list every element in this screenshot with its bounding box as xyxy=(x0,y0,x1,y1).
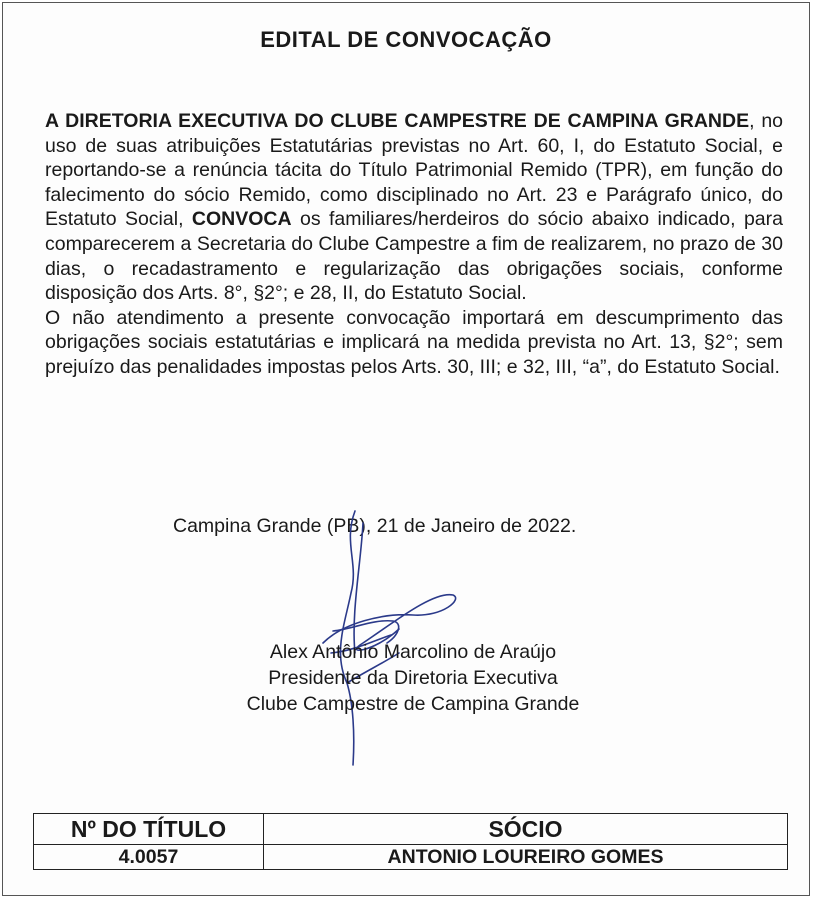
page-title: EDITAL DE CONVOCAÇÃO xyxy=(260,27,552,52)
body-text xyxy=(45,109,783,380)
signatory-organization: Clube Campestre de Campina Grande xyxy=(246,693,580,715)
paragraph-convocation xyxy=(45,109,783,306)
document-page xyxy=(2,2,810,896)
table-header-member: SÓCIO xyxy=(264,814,788,845)
signatory-role: Presidente da Diretoria Executiva xyxy=(268,667,558,689)
table-row xyxy=(34,845,788,870)
signature-block xyxy=(3,639,814,717)
lead-bold-text: A DIRETORIA EXECUTIVA DO CLUBE CAMPESTRE DE CAMPINA GRANDE xyxy=(45,110,750,132)
paragraph-text-a: , no uso de suas atribuições Estatutárias previstas no Art. 60, I, do Estatuto Social, e reportando-se a renúncia tácita do Título Patrimonial Remido (TPR), em função do falecimento do sócio Remido, como disciplinado no Art. 23 e Parágrafo único, do Estatuto Social, xyxy=(45,110,784,231)
paragraph-consequence: O não atendimento a presente convocação importará em descumprimento das obrigações sociais estatutárias e implicará na medida prevista no Art. 13, §2°; sem prejuízo das penalidades impostas pelos Arts. 30, III; e 32, III, “a”, do Estatuto Social. xyxy=(45,306,783,378)
table-cell-title-number: 4.0057 xyxy=(34,845,264,870)
table-header-row xyxy=(34,814,788,845)
signatory-name: Alex Antônio Marcolino de Araújo xyxy=(269,641,557,663)
convoca-bold-text: CONVOCA xyxy=(191,208,292,231)
dateline: Campina Grande (PB), 21 de Janeiro de 2022. xyxy=(173,515,577,537)
handwritten-signature xyxy=(303,503,483,773)
member-title-table xyxy=(33,813,788,870)
table-cell-member-name: ANTONIO LOUREIRO GOMES xyxy=(264,845,788,870)
paragraph-text-b: os familiares/herdeiros do sócio abaixo indicado, para comparecerem a Secretaria do Clube Campestre a fim de realizarem, no prazo de 30 dias, o recadastramento e regularização das obrigações sociais, conforme disposição dos Arts. 8°, §2°; e 28, II, do Estatuto Social. xyxy=(45,208,783,305)
table-header-title-number: Nº DO TÍTULO xyxy=(34,814,264,845)
